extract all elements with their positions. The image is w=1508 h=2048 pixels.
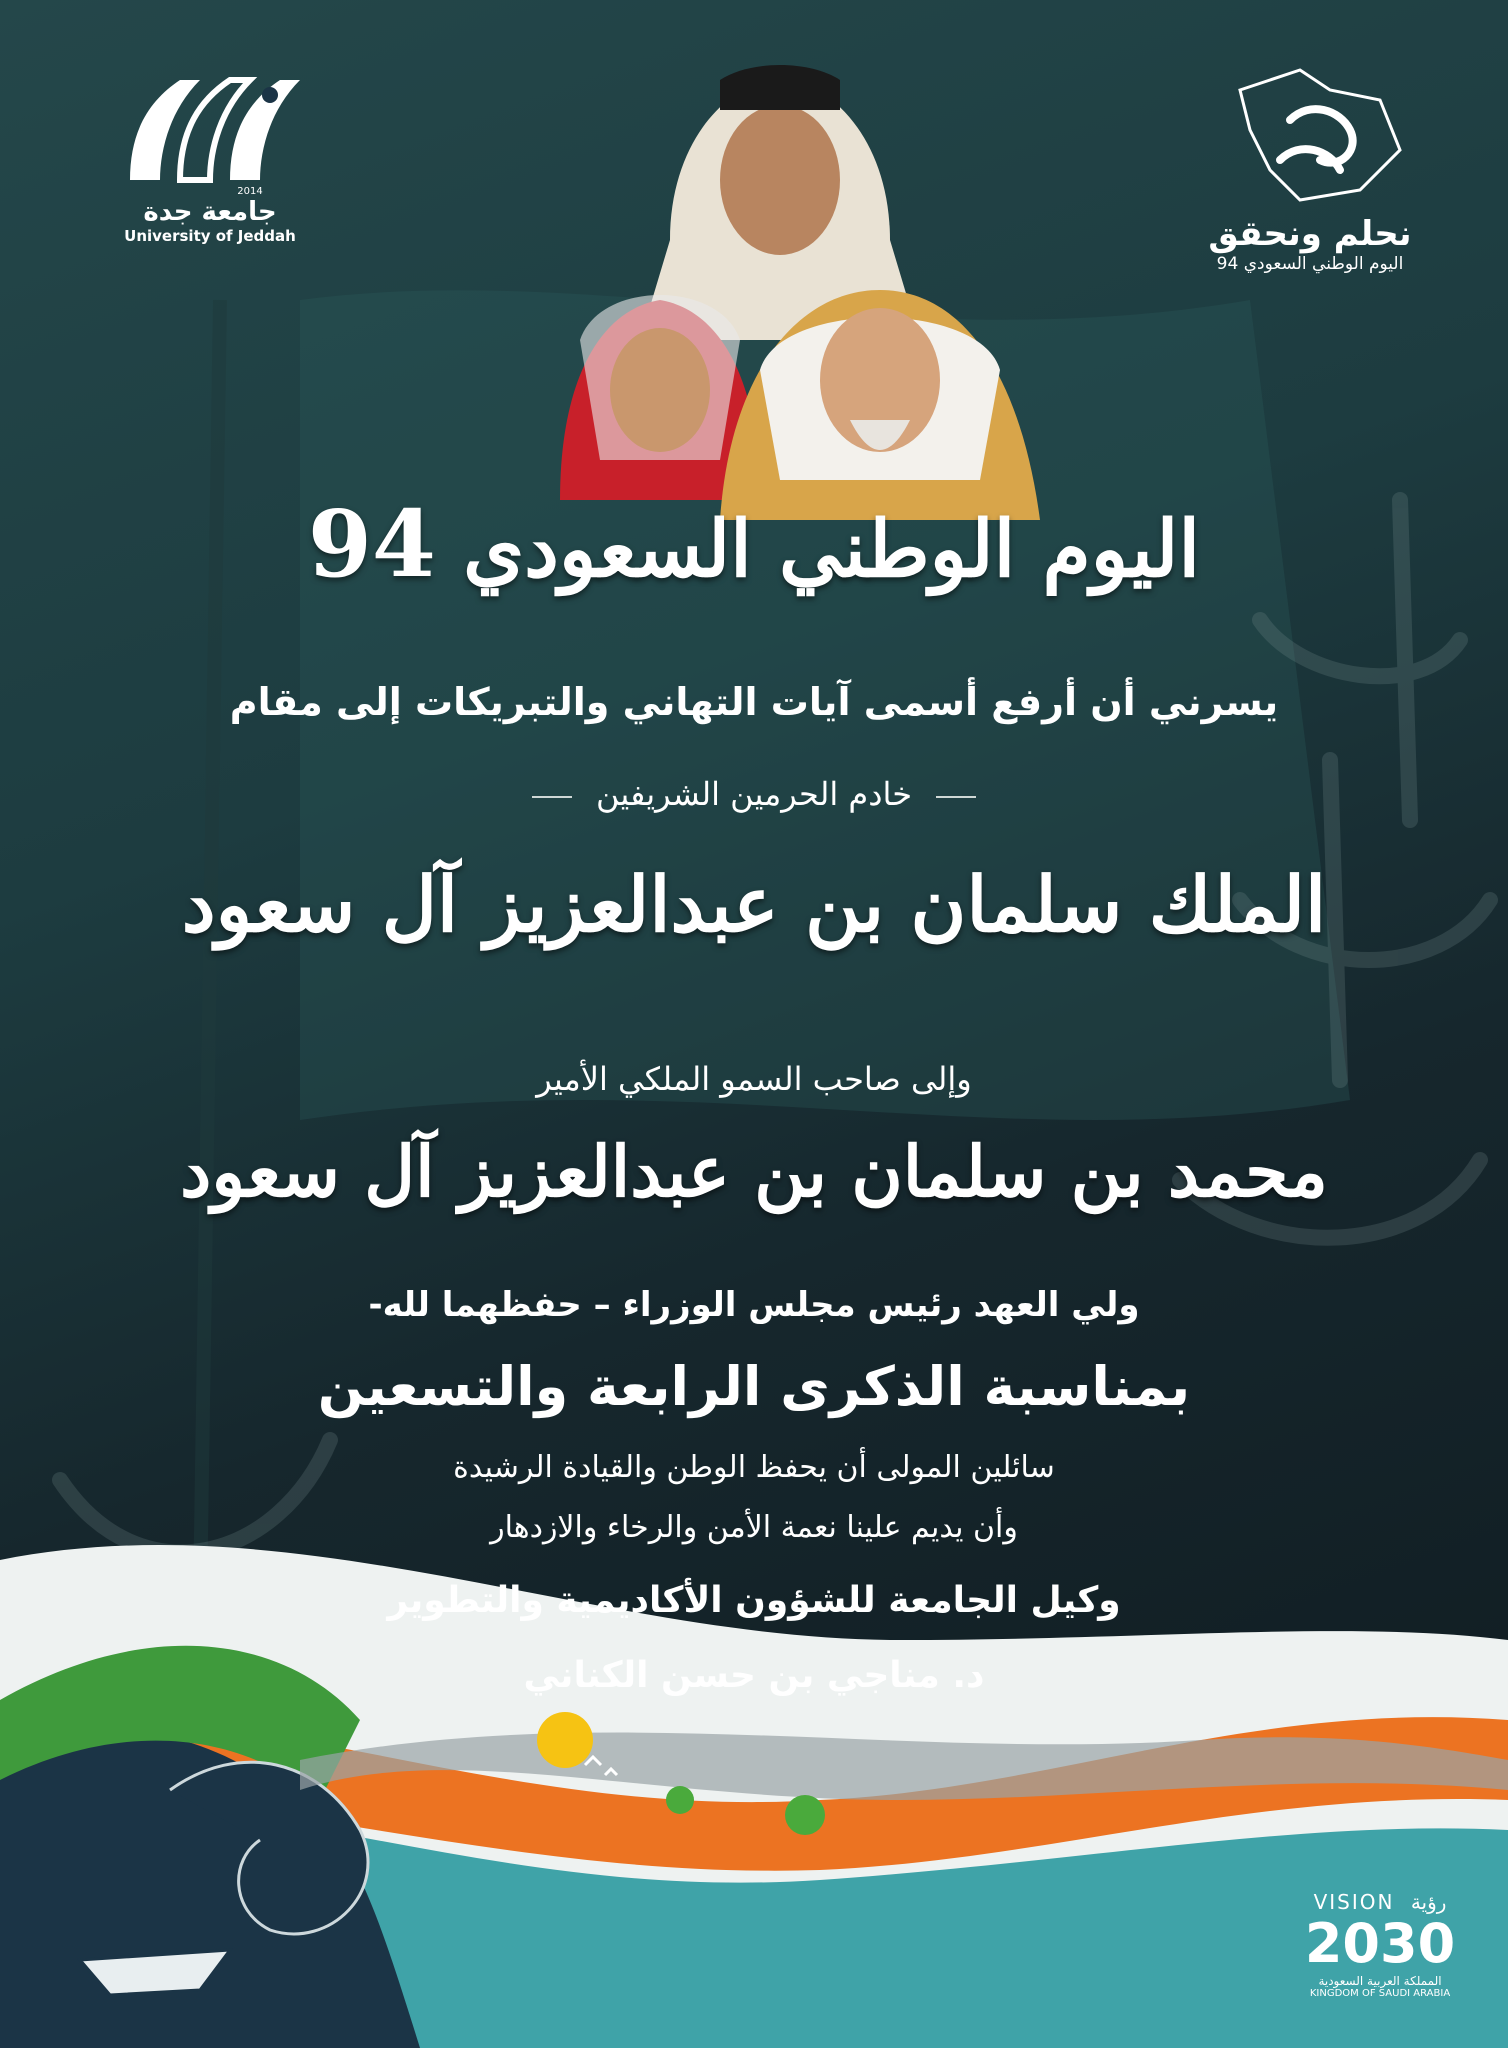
- sender-title: وكيل الجامعة للشؤون الأكاديمية والتطوير: [387, 1580, 1121, 1621]
- title-number: 94: [307, 490, 436, 598]
- university-year: 2014: [237, 186, 263, 197]
- slogan-subtitle: اليوم الوطني السعودي 94: [1216, 254, 1404, 274]
- slogan-title: نحلم ونحقق: [1208, 214, 1412, 254]
- portraits-illustration: [520, 40, 1080, 540]
- vision-country-en: KINGDOM OF SAUDI ARABIA: [1309, 1988, 1451, 1999]
- ornament-left: [936, 796, 976, 798]
- prince-intro: وإلى صاحب السمو الملكي الأمير: [536, 1060, 972, 1098]
- prayer-line-1: سائلين المولى أن يحفظ الوطن والقيادة الرشيدة: [453, 1450, 1055, 1485]
- sun: [537, 1712, 593, 1768]
- university-logo: [90, 60, 330, 280]
- prince-title: ولي العهد رئيس مجلس الوزراء – حفظهما لله-: [368, 1285, 1140, 1325]
- title-block: [0, 490, 1508, 598]
- sender-name: د. مناجي بن حسن الكناني: [523, 1655, 985, 1696]
- vision-label-en: VISION: [1313, 1890, 1395, 1914]
- university-name-ar: جامعة جدة: [143, 197, 277, 227]
- vision-year: 2030: [1304, 1912, 1456, 1975]
- vision-country-ar: المملكة العربية السعودية: [1318, 1974, 1442, 1988]
- prayer-line-2: وأن يديم علينا نعمة الأمن والرخاء والازدهار: [490, 1510, 1018, 1545]
- university-name-en: University of Jeddah: [124, 227, 296, 245]
- saudi-map-icon: [1210, 60, 1410, 210]
- intro-line: يسرني أن أرفع أسمى آيات التهاني والتبريكات إلى مقام: [229, 680, 1279, 724]
- vision-label-ar: رؤية: [1410, 1890, 1447, 1914]
- university-emblem-icon: [110, 60, 310, 200]
- prince-name: محمد بن سلمان بن عبدالعزيز آل سعود: [180, 1130, 1328, 1213]
- title-calligraphy: اليوم الوطني السعودي: [463, 504, 1201, 595]
- leaders-portraits: [520, 40, 1080, 540]
- vision-label: [1280, 1890, 1480, 1914]
- vision-2030-logo: [1280, 1890, 1480, 2030]
- ornament-right: [532, 796, 572, 798]
- king-name: الملك سلمان بن عبدالعزيز آل سعود: [181, 860, 1327, 949]
- occasion-line: بمناسبة الذكرى الرابعة والتسعين: [317, 1355, 1191, 1418]
- tree-1: [666, 1786, 694, 1814]
- tree-2: [785, 1795, 825, 1835]
- honorific-line: [0, 775, 1508, 813]
- national-day-logo: [1180, 60, 1440, 300]
- honorific-text: خادم الحرمين الشريفين: [596, 775, 912, 813]
